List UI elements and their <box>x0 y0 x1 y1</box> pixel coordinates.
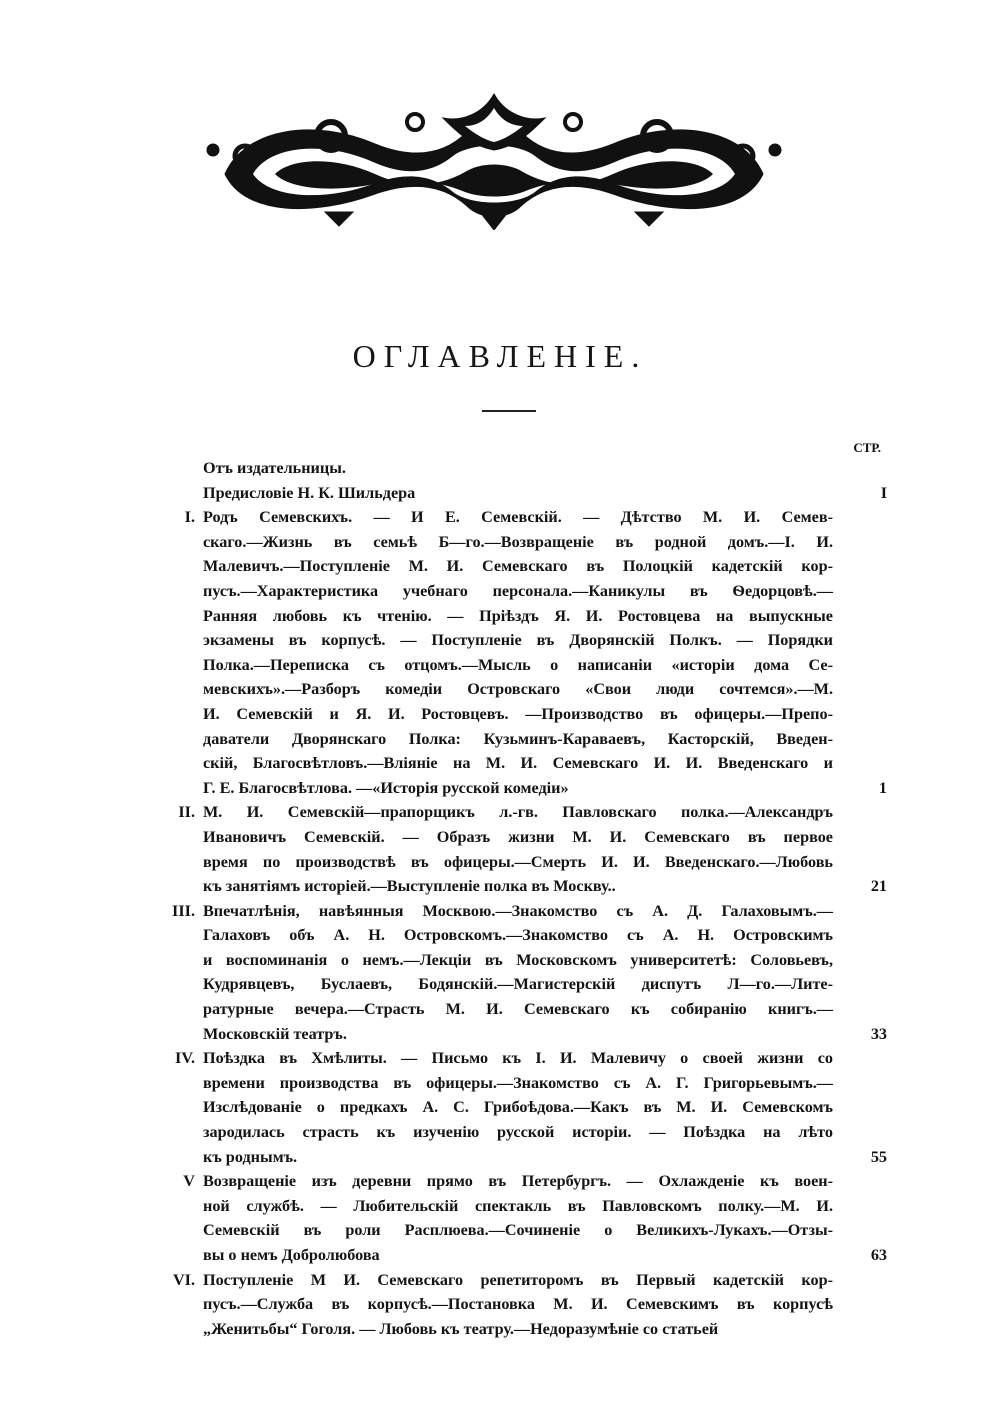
toc-line <box>0 923 1000 948</box>
toc-line <box>0 456 1000 481</box>
chapter-number: I. <box>184 508 195 527</box>
chapter-number: V <box>183 1172 195 1191</box>
entry-text: времени производства въ офицеры.—Знакомство съ А. Г. Григорьевымъ.— <box>203 1073 833 1092</box>
toc-line <box>0 751 1000 776</box>
toc-line <box>0 530 1000 555</box>
toc-entry <box>0 481 1000 506</box>
entry-text: и воспоминанія о немъ.—Лекціи въ Московскомъ университетѣ: Соловьевъ, <box>203 950 833 969</box>
entry-text: Поѣздка въ Хмѣлиты. — Письмо къ I. И. Малевичу о своей жизни со <box>203 1049 833 1068</box>
entry-text: скій, Благосвѣтловъ.—Вліяніе на М. И. Семевскаго И. И. Введенскаго и <box>203 754 833 773</box>
entry-text: „Женитьбы“ Гоголя. — Любовь къ театру.—Недоразумѣніе со статьей <box>203 1319 719 1338</box>
table-of-contents <box>0 456 1000 1341</box>
entry-text: Родъ Семевскихъ. — И Е. Семевскій. — Дѣтство М. И. Семев- <box>203 508 833 527</box>
toc-line <box>0 1243 1000 1268</box>
toc-line <box>0 1317 1000 1342</box>
toc-entry <box>0 899 1000 1047</box>
entry-text: Семевскій въ роли Расплюева.—Сочиненіе о Великихъ-Лукахъ.—Отзы- <box>203 1221 833 1240</box>
entry-text: Ранняя любовь къ чтенію. — Пріѣздъ Я. И. Ростовцева на выпускные <box>203 606 833 625</box>
toc-entry <box>0 1169 1000 1267</box>
toc-entry <box>0 800 1000 898</box>
toc-line <box>0 972 1000 997</box>
title-rule <box>482 410 536 412</box>
toc-line <box>0 1169 1000 1194</box>
entry-text: къ роднымъ. <box>203 1147 298 1166</box>
entry-text: вы о немъ Добролюбова <box>203 1246 380 1264</box>
chapter-number: VI. <box>172 1270 195 1289</box>
chapter-number: II. <box>178 803 195 822</box>
entry-text: экзамены въ корпусѣ. — Поступленіе въ Дворянскій Полкъ. — Порядки <box>203 631 833 650</box>
entry-text: пусъ.—Характеристика учебнаго персонала.—Каникулы въ Ѳедорцовѣ.— <box>203 581 833 600</box>
page-number: 55 <box>870 1147 887 1166</box>
entry-text: Полка.—Переписка съ отцомъ.—Мысль о написаніи «исторіи дома Се- <box>203 655 833 674</box>
toc-line <box>0 628 1000 653</box>
entry-text: зародилась страсть къ изученію русской исторіи. — Поѣздка на лѣто <box>203 1123 833 1142</box>
entry-text: мевскихъ».—Разборъ комедіи Островскаго «Свои люди сочтемся».—М. <box>203 680 833 699</box>
entry-text: къ занятіямъ исторіей.—Выступленіе полка въ Москву.. <box>203 877 616 896</box>
entry-text: Галаховъ объ А. Н. Островскомъ.—Знакомство съ А. Н. Островскимъ <box>203 926 833 945</box>
page-number: 33 <box>870 1024 887 1043</box>
entry-text: скаго.—Жизнь въ семьѣ Б—го.—Возвращеніе въ родной домъ.—I. И. <box>203 532 833 551</box>
page-column-label: СТР. <box>853 440 881 455</box>
entry-text: Поступленіе М И. Семевскаго репетиторомъ въ Первый кадетскій кор- <box>203 1270 833 1289</box>
toc-entry <box>0 505 1000 800</box>
toc-entry <box>0 1268 1000 1342</box>
toc-line <box>0 997 1000 1022</box>
toc-line <box>0 874 1000 899</box>
toc-line <box>0 604 1000 629</box>
toc-line <box>0 800 1000 825</box>
entry-text: И. Семевскій и Я. И. Ростовцевъ. —Производство въ офицеры.—Препо- <box>203 704 833 723</box>
entry-text: ратурные вечера.—Страсть М. И. Семевскаго къ собиранію книгъ.— <box>203 1000 833 1019</box>
page-title: ОГЛАВЛЕНІЕ. <box>352 338 648 374</box>
toc-line <box>0 702 1000 727</box>
toc-line <box>0 899 1000 924</box>
entry-text: Ивановичъ Семевскій. — Образъ жизни М. И. Семевскаго въ первое <box>203 827 833 846</box>
entry-text: пусъ.—Служба въ корпусѣ.—Постановка М. И. Семевскимъ въ корпусѣ <box>203 1295 833 1314</box>
toc-line <box>0 727 1000 752</box>
toc-line <box>0 825 1000 850</box>
toc-entry <box>0 1046 1000 1169</box>
page-number: 21 <box>870 877 887 896</box>
entry-text: Изслѣдованіе о предкахъ А. С. Грибоѣдова.—Какъ въ М. И. Семевскомъ <box>203 1098 833 1117</box>
toc-line <box>0 579 1000 604</box>
toc-line <box>0 948 1000 973</box>
page-number: I <box>880 483 887 502</box>
entry-text: ной службѣ. — Любительскій спектакль въ Павловскомъ полку.—М. И. <box>203 1196 833 1215</box>
entry-text: М. И. Семевскій—прапорщикъ л.-гв. Павловскаго полка.—Александръ <box>203 803 833 822</box>
entry-text: Возвращеніе изъ деревни прямо въ Петербургъ. — Охлажденіе къ воен- <box>203 1172 833 1191</box>
toc-line <box>0 653 1000 678</box>
toc-line <box>0 850 1000 875</box>
entry-text: Предисловіе Н. К. Шильдера <box>203 483 416 502</box>
chapter-number: III. <box>172 901 195 920</box>
toc-line <box>0 1145 1000 1170</box>
entry-text: Московскій театръ. <box>203 1024 347 1043</box>
toc-line <box>0 1194 1000 1219</box>
toc-line <box>0 1120 1000 1145</box>
toc-line <box>0 1292 1000 1317</box>
toc-line <box>0 1071 1000 1096</box>
toc-line <box>0 505 1000 530</box>
entry-text: время по производствѣ въ офицеры.—Смерть И. И. Введенскаго.—Любовь <box>203 852 833 871</box>
entry-text: Г. Е. Благосвѣтлова. —«Исторія русской комедіи» <box>203 778 569 797</box>
toc-entry <box>0 456 1000 481</box>
page-number: 1 <box>878 778 887 797</box>
toc-line <box>0 677 1000 702</box>
toc-line <box>0 1218 1000 1243</box>
toc-line <box>0 1022 1000 1047</box>
entry-text: Малевичъ.—Поступленіе М. И. Семевскаго въ Полоцкій кадетскій кор- <box>203 557 833 576</box>
toc-line <box>0 776 1000 801</box>
chapter-number: IV. <box>175 1049 195 1068</box>
toc-line <box>0 554 1000 579</box>
decorative-headpiece <box>205 88 783 230</box>
entry-text: Отъ издательницы. <box>203 459 346 477</box>
toc-line <box>0 1046 1000 1071</box>
toc-line <box>0 481 1000 506</box>
page-number: 63 <box>870 1246 887 1264</box>
entry-text: Впечатлѣнія, навѣянныя Москвою.—Знакомство съ А. Д. Галаховымъ.— <box>203 901 833 920</box>
toc-line <box>0 1095 1000 1120</box>
entry-text: даватели Дворянскаго Полка: Кузьминъ-Караваевъ, Касторскій, Введен- <box>203 729 833 748</box>
entry-text: Кудрявцевъ, Буслаевъ, Бодянскій.—Магистерскій диспутъ Л—го.—Лите- <box>203 975 833 994</box>
toc-line <box>0 1268 1000 1293</box>
